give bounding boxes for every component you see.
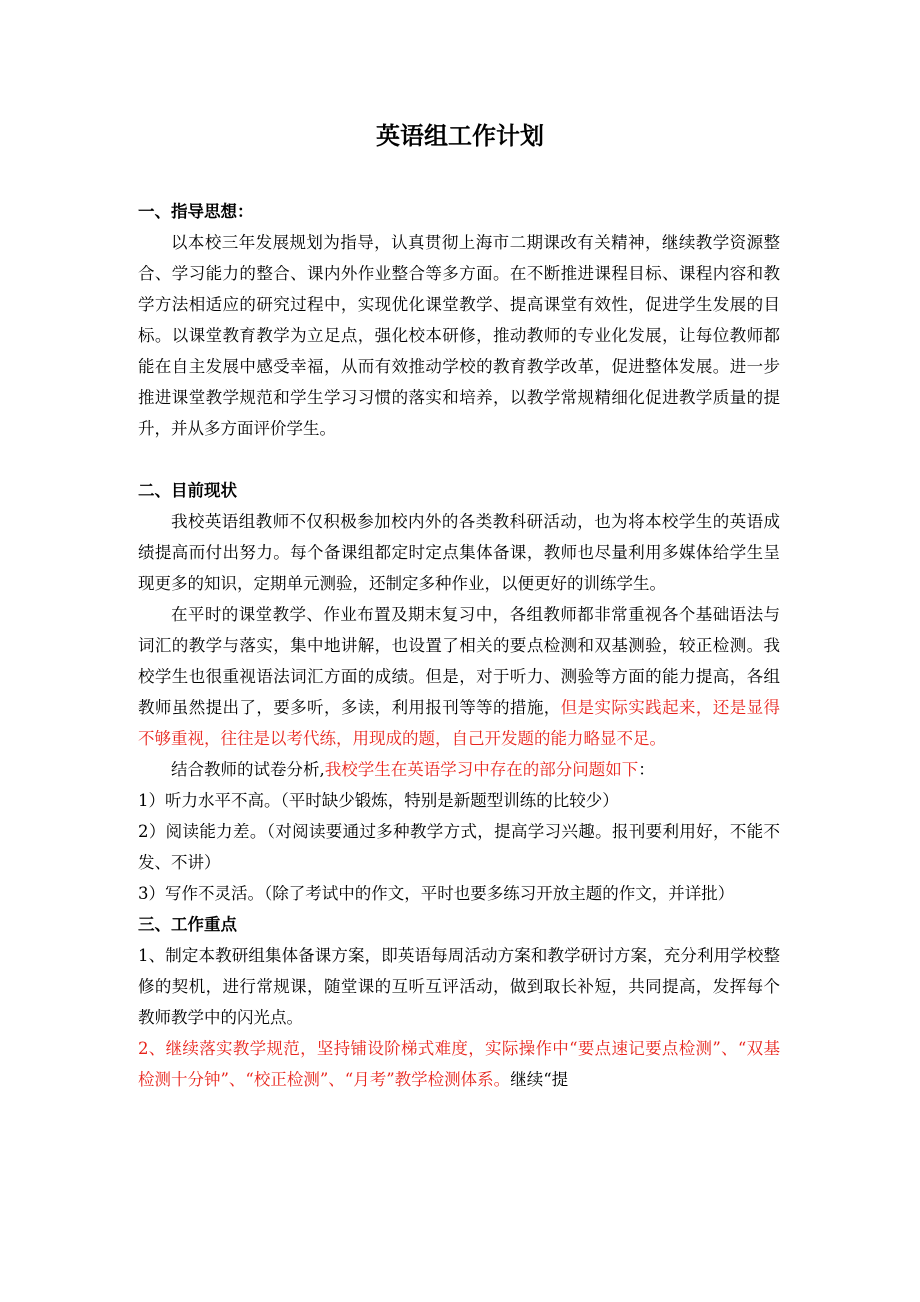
- paragraph-2-emphasis: 但是实际实践起来，还是显得不够重视，往往是以考代练，用现成的题，自己开发题的能力略显不足。: [138, 698, 781, 748]
- paragraph-2-text: 在平时的课堂教学、作业布置及期末复习中，各组教师都非常重视各个基础语法与词汇的教学与落实，集中地讲解，也设置了相关的要点检测和双基测验，较正检测。我校学生也很重视语法词汇方面的成绩。但是，对于听力、测验等方面的能力提高，各组教师虽然提出了，要多听，多读，利用报刊等等的措施，: [138, 605, 780, 717]
- paragraph-3-colon: ：: [638, 760, 655, 779]
- problem-item-1: 1）听力水平不高。（平时缺少锻炼，特别是新题型训练的比较少）: [138, 791, 619, 810]
- focus-item-2: [138, 1033, 780, 1095]
- section-1-heading: 一、指导思想：: [138, 202, 254, 221]
- document-title: 英语组工作计划: [376, 121, 544, 150]
- focus-item-2-emphasis: 2、继续落实教学规范，坚持铺设阶梯式难度，实际操作中“要点速记要点检测”、“双基检测十分钟”、“校正检测”、“月考”教学检测体系。: [138, 1039, 780, 1089]
- section-2-paragraph-2: [138, 599, 780, 754]
- focus-item-2-text: 继续“提: [510, 1070, 569, 1089]
- section-1-paragraph: 以本校三年发展规划为指导，认真贯彻上海市二期课改有关精神，继续教学资源整合、学习能力的整合、课内外作业整合等多方面。在不断推进课程目标、课程内容和教学方法相适应的研究过程中，实现优化课堂教学、提高课堂有效性，促进学生发展的目标。以课堂教育教学为立足点，强化校本研修，推动教师的专业化发展，让每位教师都能在自主发展中感受幸福，从而有效推动学校的教育教学改革，促进整体发展。进一步推进课堂教学规范和学生学习习惯的落实和培养，以教学常规精细化促进教学质量的提升，并从多方面评价学生。: [138, 233, 780, 438]
- section-2-paragraph-1: 我校英语组教师不仅积极参加校内外的各类教科研活动，也为将本校学生的英语成绩提高而付出努力。每个备课组都定时定点集体备课，教师也尽量利用多媒体给学生呈现更多的知识，定期单元测验，还制定多种作业，以便更好的训练学生。: [138, 512, 780, 593]
- focus-item-1: 1、制定本教研组集体备课方案，即英语每周活动方案和教学研讨方案，充分利用学校整修的契机，进行常规课，随堂课的互听互评活动，做到取长补短，共同提高，发挥每个教师教学中的闪光点。: [138, 946, 780, 1027]
- problem-item-2: 2）阅读能力差。（对阅读要通过多种教学方式，提高学习兴趣。报刊要利用好，不能不发、不讲）: [138, 822, 780, 872]
- section-2-heading: 二、目前现状: [138, 481, 237, 500]
- problem-item-3: 3）写作不灵活。（除了考试中的作文，平时也要多练习开放主题的作文，并详批）: [138, 884, 735, 903]
- section-3-heading: 三、工作重点: [138, 915, 237, 934]
- document-body: [138, 196, 780, 1095]
- paragraph-3-emphasis: 我校学生在英语学习中存在的部分问题如下: [324, 760, 639, 779]
- section-2-paragraph-3: [138, 754, 780, 785]
- paragraph-3-text: 结合教师的试卷分析,: [171, 760, 325, 779]
